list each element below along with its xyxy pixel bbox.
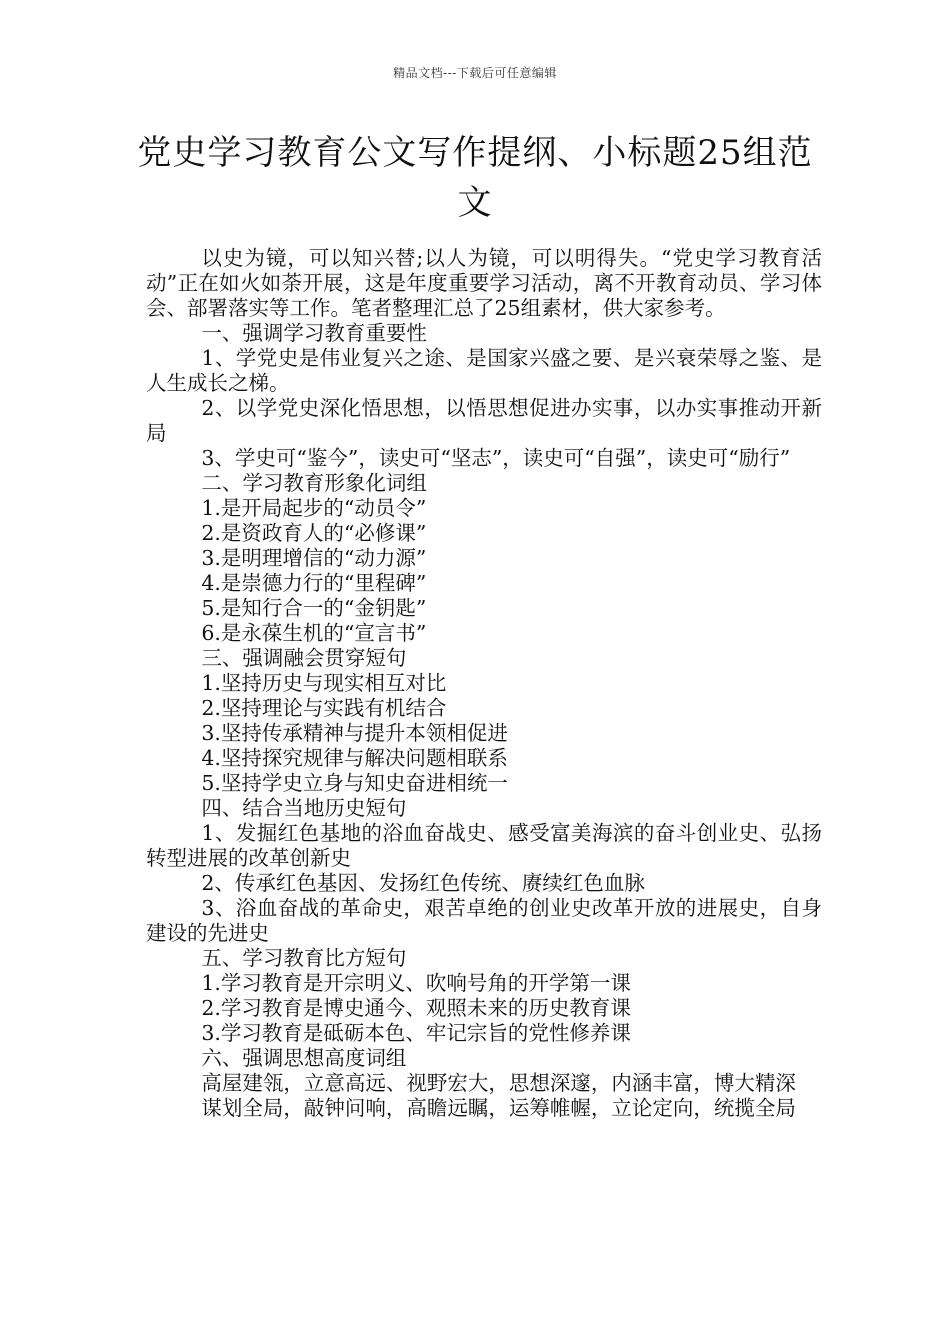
list-item: 4.是崇德力行的“里程碑” (201, 571, 427, 595)
section-heading: 一、强调学习教育重要性 (201, 321, 427, 345)
list-item: 3.是明理增信的“动力源” (201, 546, 427, 570)
list-item: 6.是永葆生机的“宣言书” (201, 621, 427, 645)
list-item: 3.学习教育是砥砺本色、牢记宗旨的党性修养课 (201, 1021, 631, 1045)
list-item: 5.坚持学史立身与知史奋进相统一 (201, 771, 508, 795)
list-item: 1、发掘红色基地的浴血奋战史、感受富美海滨的奋斗创业史、弘扬转型进展的改革创新史 (146, 821, 822, 870)
section-heading: 六、强调思想高度词组 (201, 1046, 407, 1070)
list-item: 2、以学党史深化悟思想，以悟思想促进办实事，以办实事推动开新局 (146, 396, 822, 445)
section-heading: 四、结合当地历史短句 (201, 796, 407, 820)
document-body (146, 246, 822, 1121)
section-heading: 三、强调融会贯穿短句 (201, 646, 407, 670)
section-heading: 五、学习教育比方短句 (201, 946, 407, 970)
list-item: 3、浴血奋战的革命史，艰苦卓绝的创业史改革开放的进展史，自身建设的先进史 (146, 896, 822, 945)
list-item: 1.坚持历史与现实相互对比 (201, 671, 447, 695)
list-item: 高屋建瓴，立意高远、视野宏大，思想深邃，内涵丰富，博大精深 (201, 1071, 796, 1095)
list-item: 3.坚持传承精神与提升本领相促进 (201, 721, 508, 745)
list-item: 5.是知行合一的“金钥匙” (201, 596, 427, 620)
list-item: 2.坚持理论与实践有机结合 (201, 696, 447, 720)
list-item: 2、传承红色基因、发扬红色传统、赓续红色血脉 (201, 871, 645, 895)
list-item: 1.是开局起步的“动员令” (201, 496, 427, 520)
list-item: 1、学党史是伟业复兴之途、是国家兴盛之要、是兴衰荣辱之鉴、是人生成长之梯。 (146, 346, 822, 395)
list-item: 2.学习教育是博史通今、观照未来的历史教育课 (201, 996, 631, 1020)
intro-paragraph: 以史为镜，可以知兴替;以人为镜，可以明得失。“党史学习教育活动”正在如火如荼开展，这是年度重要学习活动，离不开教育动员、学习体会、部署落实等工作。笔者整理汇总了25组素材，供大家参考。 (146, 246, 822, 320)
list-item: 4.坚持探究规律与解决问题相联系 (201, 746, 508, 770)
document-title: 党史学习教育公文写作提纲、小标题25组范文 (137, 133, 813, 223)
list-item: 2.是资政育人的“必修课” (201, 521, 427, 545)
page-header-note: 精品文档---下载后可任意编辑 (393, 66, 557, 80)
list-item: 3、学史可“鉴今”，读史可“坚志”，读史可“自强”，读史可“励行” (201, 446, 791, 470)
section-heading: 二、学习教育形象化词组 (201, 471, 427, 495)
list-item: 谋划全局，敲钟问响，高瞻远瞩，运筹帷幄，立论定向，统揽全局 (201, 1096, 796, 1120)
list-item: 1.学习教育是开宗明义、吹响号角的开学第一课 (201, 971, 631, 995)
